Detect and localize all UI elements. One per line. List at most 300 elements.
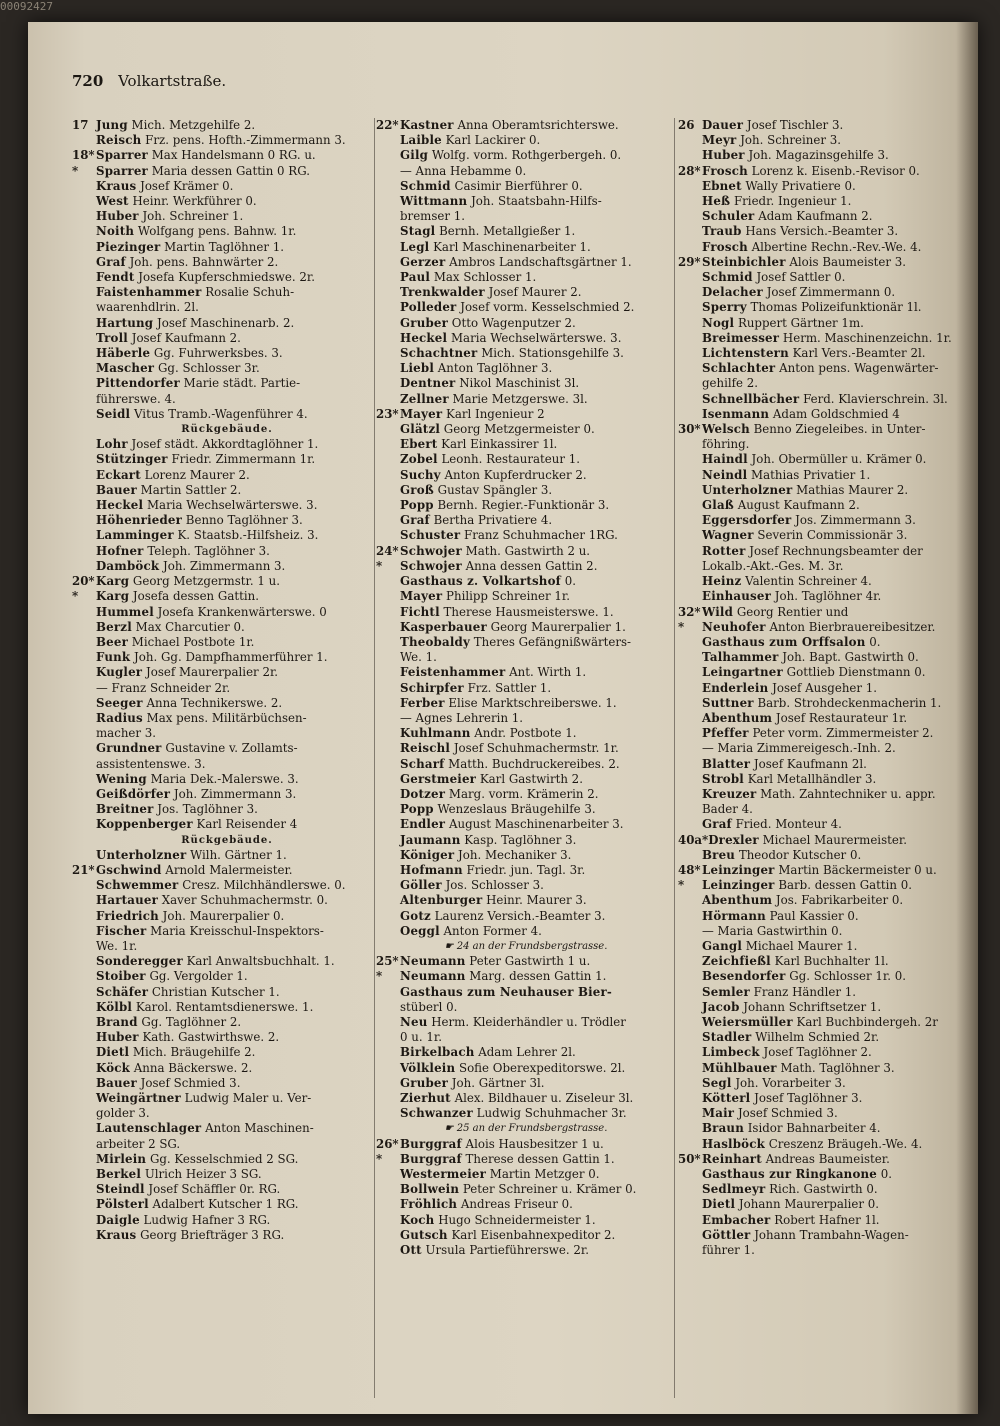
resident-surname: Jaumann bbox=[400, 832, 461, 847]
resident-surname: Damböck bbox=[96, 558, 160, 573]
resident-entry bbox=[678, 528, 974, 543]
resident-surname: Troll bbox=[96, 330, 128, 345]
resident-details: Adam Lehrer 2l. bbox=[478, 1045, 576, 1060]
resident-entry bbox=[72, 209, 382, 224]
resident-surname: Göttler bbox=[702, 1227, 751, 1242]
resident-entry bbox=[376, 1167, 676, 1182]
resident-surname: Kreuzer bbox=[702, 786, 757, 801]
resident-entry bbox=[72, 224, 382, 239]
resident-details: We. 1r. bbox=[96, 938, 138, 953]
cross-reference-note: ☛ 24 an der Frundsbergstrasse. bbox=[444, 940, 608, 952]
resident-details: Josef Sattler 0. bbox=[756, 270, 846, 285]
entry-continuation bbox=[72, 757, 382, 772]
resident-surname: Reisch bbox=[96, 133, 142, 148]
entry-continuation bbox=[72, 726, 382, 741]
resident-entry bbox=[678, 513, 974, 528]
resident-details: Severin Commissionär 3. bbox=[757, 528, 908, 543]
resident-details: Josef Kaufmann 2. bbox=[131, 330, 241, 345]
resident-surname: Noith bbox=[96, 224, 135, 239]
resident-surname: Groß bbox=[400, 482, 434, 497]
resident-details: August Maschinenarbeiter 3. bbox=[448, 817, 624, 832]
resident-entry bbox=[376, 635, 676, 650]
resident-details: Max pens. Militärbüchsen- bbox=[146, 710, 307, 725]
resident-surname: Koppenberger bbox=[96, 817, 193, 832]
resident-entry bbox=[376, 878, 676, 893]
resident-surname: Huber bbox=[702, 148, 745, 163]
resident-details: Therese dessen Gattin 1. bbox=[465, 1151, 615, 1166]
resident-entry bbox=[72, 985, 382, 1000]
resident-details: Therese Hausmeisterswe. 1. bbox=[443, 604, 614, 619]
resident-surname: Dietl bbox=[702, 1197, 736, 1212]
resident-entry bbox=[678, 1228, 974, 1243]
resident-surname: Embacher bbox=[702, 1212, 771, 1227]
resident-details: Elise Marktschreiberswe. 1. bbox=[448, 695, 617, 710]
resident-surname: Mayer bbox=[400, 589, 443, 604]
resident-entry bbox=[72, 665, 382, 680]
resident-entry bbox=[376, 544, 676, 559]
resident-entry bbox=[376, 985, 676, 1000]
resident-details: Martin Metzger 0. bbox=[489, 1167, 600, 1182]
resident-entry bbox=[72, 270, 382, 285]
resident-details: Joh. Maurerpalier 0. bbox=[162, 908, 285, 923]
resident-details: Anna dessen Gattin 2. bbox=[465, 558, 598, 573]
resident-surname: Altenburger bbox=[400, 893, 483, 908]
house-number: 29* bbox=[678, 254, 701, 269]
house-number: 18* bbox=[72, 148, 95, 163]
resident-surname: West bbox=[96, 194, 129, 209]
resident-details: Josefa Krankenwärterswe. 0 bbox=[157, 604, 327, 619]
resident-surname: Zeichfießl bbox=[702, 954, 771, 969]
resident-surname: Seeger bbox=[96, 695, 143, 710]
resident-details: Wilhelm Schmied 2r. bbox=[755, 1030, 880, 1045]
resident-surname: Besendorfer bbox=[702, 969, 786, 984]
resident-details: Kasp. Taglöhner 3. bbox=[464, 832, 577, 847]
resident-surname: Gasthaus z. Volkartshof bbox=[400, 574, 561, 589]
resident-entry bbox=[376, 498, 676, 513]
house-number: 23* bbox=[376, 406, 399, 421]
resident-surname: Scharf bbox=[400, 756, 445, 771]
resident-details: Ludwig Hafner 3 RG. bbox=[143, 1212, 271, 1227]
resident-surname: Fröhlich bbox=[400, 1197, 458, 1212]
resident-surname: Haslböck bbox=[702, 1136, 765, 1151]
resident-entry bbox=[678, 468, 974, 483]
resident-surname: Popp bbox=[400, 498, 434, 513]
resident-details: Maria dessen Gattin 0 RG. bbox=[151, 163, 310, 178]
entry-continuation bbox=[72, 392, 382, 407]
resident-details: Bertha Privatiere 4. bbox=[433, 513, 553, 528]
resident-entry bbox=[72, 909, 382, 924]
resident-details: Paul Kassier 0. bbox=[769, 908, 859, 923]
resident-entry bbox=[72, 376, 382, 391]
resident-details: Gg. Fuhrwerksbes. 3. bbox=[153, 346, 283, 361]
resident-surname: Zierhut bbox=[400, 1091, 451, 1105]
resident-details: Karol. Rentamtsdienerswe. 1. bbox=[135, 999, 314, 1014]
resident-details: Josef Maschinenarb. 2. bbox=[157, 315, 295, 330]
resident-details: Herm. Kleiderhändler u. Trödler bbox=[431, 1014, 626, 1029]
resident-details: Josef Tischler 3. bbox=[746, 118, 844, 132]
resident-details: Xaver Schuhmachermstr. 0. bbox=[161, 893, 328, 908]
resident-entry bbox=[72, 802, 382, 817]
resident-entry bbox=[72, 407, 382, 422]
resident-entry bbox=[72, 544, 382, 559]
resident-details: Jos. Taglöhner 3. bbox=[157, 802, 258, 817]
resident-entry bbox=[72, 148, 382, 163]
resident-details: Friedr. Zimmermann 1r. bbox=[171, 452, 316, 467]
resident-entry bbox=[72, 452, 382, 467]
resident-surname: Jacob bbox=[702, 999, 740, 1014]
resident-surname: Kölbl bbox=[96, 999, 133, 1014]
resident-details: Karl Ingenieur 2 bbox=[446, 406, 545, 421]
resident-surname: Burggraf bbox=[400, 1136, 462, 1151]
resident-details: K. Staatsb.-Hilfsheiz. 3. bbox=[177, 528, 319, 543]
resident-surname: Piezinger bbox=[96, 239, 161, 254]
resident-entry bbox=[72, 118, 382, 133]
resident-surname: Gasthaus zum Orffsalon bbox=[702, 634, 866, 649]
resident-entry bbox=[678, 1152, 974, 1167]
street-heading: Volkartstraße. bbox=[118, 72, 227, 90]
resident-surname: Burggraf bbox=[400, 1151, 462, 1166]
resident-details: Peter Schreiner u. Krämer 0. bbox=[462, 1182, 637, 1197]
entry-continuation bbox=[72, 681, 382, 696]
resident-entry bbox=[72, 817, 382, 832]
resident-entry bbox=[376, 1152, 676, 1167]
resident-details: Josef Zimmermann 0. bbox=[766, 285, 896, 300]
house-number: 26 bbox=[678, 118, 695, 132]
resident-details: Jos. Fabrikarbeiter 0. bbox=[775, 893, 904, 908]
column-1 bbox=[72, 118, 382, 1243]
resident-entry bbox=[678, 164, 974, 179]
resident-entry bbox=[376, 1076, 676, 1091]
resident-details: arbeiter 2 SG. bbox=[96, 1136, 181, 1151]
resident-surname: Sparrer bbox=[96, 148, 148, 163]
resident-surname: Funk bbox=[96, 650, 131, 665]
resident-details: Josef Kaufmann 2l. bbox=[753, 756, 867, 771]
resident-surname: Koch bbox=[400, 1212, 435, 1227]
resident-entry bbox=[376, 1137, 676, 1152]
resident-entry bbox=[376, 969, 676, 984]
resident-entry bbox=[376, 270, 676, 285]
resident-entry bbox=[72, 772, 382, 787]
resident-entry bbox=[678, 1182, 974, 1197]
resident-details: We. 1. bbox=[400, 650, 437, 665]
resident-details: Anton Maschinen- bbox=[205, 1121, 314, 1136]
resident-surname: Endler bbox=[400, 817, 446, 832]
resident-details: Nikol Maschinist 3l. bbox=[459, 376, 580, 391]
resident-details: Marg. dessen Gattin 1. bbox=[469, 969, 607, 984]
resident-details: Georg Metzgermeister 0. bbox=[443, 422, 595, 437]
resident-entry bbox=[678, 711, 974, 726]
resident-details: waarenhdlrin. 2l. bbox=[96, 300, 199, 315]
resident-entry bbox=[376, 863, 676, 878]
resident-details: Anton Taglöhner 3. bbox=[437, 361, 553, 376]
resident-details: föhring. bbox=[702, 437, 750, 452]
resident-details: Rosalie Schuh- bbox=[205, 285, 295, 300]
resident-surname: Wening bbox=[96, 771, 147, 786]
resident-details: Michael Maurermeister. bbox=[762, 832, 907, 847]
resident-surname: Stagl bbox=[400, 224, 436, 239]
resident-details: Cresz. Milchhändlerswe. 0. bbox=[182, 878, 346, 893]
resident-entry bbox=[678, 179, 974, 194]
resident-surname: Polleder bbox=[400, 300, 457, 315]
resident-details: Fried. Monteur 4. bbox=[735, 817, 842, 832]
resident-entry bbox=[376, 437, 676, 452]
resident-entry bbox=[678, 954, 974, 969]
resident-surname: Fendt bbox=[96, 270, 135, 285]
resident-surname: Neumann bbox=[400, 954, 466, 969]
resident-details: Johann Trambahn-Wagen- bbox=[754, 1227, 909, 1242]
resident-surname: Gruber bbox=[400, 315, 449, 330]
resident-details: Casimir Bierführer 0. bbox=[454, 178, 583, 193]
resident-surname: Dentner bbox=[400, 376, 456, 391]
resident-surname: Fichtl bbox=[400, 604, 440, 619]
resident-entry bbox=[72, 559, 382, 574]
resident-entry bbox=[376, 194, 676, 209]
resident-surname: Reischl bbox=[400, 741, 451, 756]
resident-details: Adam Goldschmied 4 bbox=[772, 406, 900, 421]
resident-entry bbox=[678, 939, 974, 954]
resident-entry bbox=[376, 848, 676, 863]
resident-entry bbox=[72, 711, 382, 726]
resident-surname: Westermeier bbox=[400, 1167, 486, 1182]
resident-surname: Legl bbox=[400, 239, 430, 254]
resident-details: Karl Anwaltsbuchhalt. 1. bbox=[186, 954, 335, 969]
resident-surname: Steindl bbox=[96, 1182, 145, 1197]
house-number: * bbox=[376, 969, 383, 984]
resident-entry bbox=[376, 1243, 676, 1258]
resident-entry bbox=[72, 1197, 382, 1212]
resident-surname: Schäfer bbox=[96, 984, 149, 999]
resident-entry bbox=[678, 650, 974, 665]
resident-surname: Faistenhammer bbox=[96, 285, 202, 300]
entry-continuation bbox=[678, 559, 974, 574]
resident-entry bbox=[678, 696, 974, 711]
resident-surname: Mühlbauer bbox=[702, 1060, 777, 1075]
resident-surname: Berkel bbox=[96, 1167, 142, 1182]
resident-surname: Oeggl bbox=[400, 923, 440, 938]
resident-entry bbox=[678, 1076, 974, 1091]
resident-details: Karl Buchbindergeh. 2r bbox=[796, 1014, 938, 1029]
resident-details: Wolfg. vorm. Rothgerbergeh. 0. bbox=[431, 148, 622, 163]
entry-continuation bbox=[678, 437, 974, 452]
resident-surname: Wild bbox=[702, 604, 734, 619]
resident-entry bbox=[376, 665, 676, 680]
resident-entry bbox=[678, 605, 974, 620]
resident-surname: Kasperbauer bbox=[400, 619, 487, 634]
resident-entry bbox=[376, 483, 676, 498]
resident-details: Benno Ziegeleibes. in Unter- bbox=[753, 422, 926, 437]
resident-details: Gg. Schlosser 3r. bbox=[157, 361, 260, 376]
resident-entry bbox=[376, 422, 676, 437]
resident-surname: Gasthaus zum Neuhauser Bier- bbox=[400, 984, 613, 999]
resident-details: Adam Kaufmann 2. bbox=[758, 209, 873, 224]
resident-entry bbox=[72, 194, 382, 209]
resident-surname: Daigle bbox=[96, 1212, 140, 1227]
resident-details: Alois Hausbesitzer 1 u. bbox=[465, 1136, 604, 1151]
house-number: 30* bbox=[678, 422, 701, 437]
resident-details: Josef Schuhmachermstr. 1r. bbox=[453, 741, 619, 756]
resident-entry bbox=[678, 483, 974, 498]
resident-entry bbox=[72, 741, 382, 756]
resident-details: Mich. Stationsgehilfe 3. bbox=[481, 346, 624, 361]
resident-entry bbox=[72, 468, 382, 483]
resident-surname: Gilg bbox=[400, 148, 429, 163]
resident-surname: Sonderegger bbox=[96, 954, 183, 969]
resident-details: Gg. Kesselschmied 2 SG. bbox=[149, 1151, 299, 1166]
resident-surname: Geißdörfer bbox=[96, 786, 171, 801]
resident-surname: Neindl bbox=[702, 467, 748, 482]
resident-entry bbox=[678, 1106, 974, 1121]
entry-continuation bbox=[678, 1243, 974, 1258]
resident-surname: Suttner bbox=[702, 695, 754, 710]
resident-surname: Häberle bbox=[96, 346, 151, 361]
resident-entry bbox=[376, 179, 676, 194]
resident-details: August Kaufmann 2. bbox=[737, 498, 860, 513]
resident-entry bbox=[678, 787, 974, 802]
resident-details: Ruppert Gärtner 1m. bbox=[737, 315, 864, 330]
resident-details: Karl Reisender 4 bbox=[196, 817, 298, 832]
resident-details: Jos. Schlosser 3. bbox=[445, 878, 544, 893]
house-number: 21* bbox=[72, 862, 95, 877]
resident-surname: Blatter bbox=[702, 756, 751, 771]
resident-surname: Hartung bbox=[96, 315, 154, 330]
entry-continuation bbox=[678, 802, 974, 817]
resident-details: stüberl 0. bbox=[400, 999, 458, 1014]
resident-details: Wenzeslaus Bräugehilfe 3. bbox=[437, 802, 596, 817]
resident-surname: Schmid bbox=[702, 270, 753, 285]
resident-entry bbox=[72, 1091, 382, 1106]
resident-entry bbox=[376, 833, 676, 848]
resident-surname: Hofner bbox=[96, 543, 144, 558]
resident-entry bbox=[72, 954, 382, 969]
resident-surname: Ott bbox=[400, 1243, 422, 1258]
resident-surname: Gruber bbox=[400, 1075, 449, 1090]
resident-surname: Mascher bbox=[96, 361, 155, 376]
resident-details: Josef vorm. Kesselschmied 2. bbox=[460, 300, 635, 315]
entry-continuation bbox=[376, 711, 676, 726]
resident-details: Marie Metzgerswe. 3l. bbox=[452, 391, 588, 406]
resident-details: Anna Bäckerswe. 2. bbox=[133, 1060, 253, 1075]
resident-surname: Unterholzner bbox=[702, 482, 793, 497]
resident-entry bbox=[376, 376, 676, 391]
resident-entry bbox=[678, 848, 974, 863]
resident-surname: Völklein bbox=[400, 1060, 456, 1075]
resident-entry bbox=[678, 574, 974, 589]
resident-surname: Heß bbox=[702, 194, 731, 209]
resident-details: Philipp Schreiner 1r. bbox=[446, 589, 570, 604]
resident-entry bbox=[72, 893, 382, 908]
resident-details: Math. Zahntechniker u. appr. bbox=[760, 786, 936, 801]
resident-details: Joh. Taglöhner 4r. bbox=[774, 589, 882, 604]
resident-surname: Jung bbox=[96, 118, 128, 132]
resident-entry bbox=[72, 179, 382, 194]
resident-entry bbox=[678, 1000, 974, 1015]
resident-details: Max Schlosser 1. bbox=[433, 270, 537, 285]
resident-entry bbox=[376, 331, 676, 346]
column-divider bbox=[674, 118, 675, 1398]
resident-entry bbox=[678, 209, 974, 224]
resident-entry bbox=[376, 817, 676, 832]
resident-details: Karl Einkassirer 1l. bbox=[441, 437, 558, 452]
resident-entry bbox=[376, 452, 676, 467]
resident-surname: Lautenschlager bbox=[96, 1121, 202, 1136]
resident-entry bbox=[678, 224, 974, 239]
entry-continuation bbox=[376, 650, 676, 665]
resident-surname: Schwojer bbox=[400, 543, 462, 558]
resident-entry bbox=[376, 909, 676, 924]
resident-surname: Wagner bbox=[702, 528, 754, 543]
resident-details: Gustavine v. Zollamts- bbox=[165, 741, 298, 756]
resident-entry bbox=[678, 893, 974, 908]
resident-surname: Radius bbox=[96, 710, 143, 725]
resident-entry bbox=[376, 924, 676, 939]
resident-details: Johann Schriftsetzer 1. bbox=[743, 999, 882, 1014]
resident-surname: Gangl bbox=[702, 938, 743, 953]
resident-details: Joh. Schreiner 3. bbox=[740, 133, 842, 148]
resident-details: — Anna Hebamme 0. bbox=[400, 163, 527, 178]
resident-entry bbox=[376, 1091, 676, 1106]
resident-details: assistentenswe. 3. bbox=[96, 756, 206, 771]
resident-surname: Lichtenstern bbox=[702, 346, 789, 361]
resident-surname: Reinhart bbox=[702, 1151, 762, 1166]
resident-entry bbox=[72, 437, 382, 452]
resident-entry bbox=[678, 635, 974, 650]
column-2 bbox=[376, 118, 676, 1258]
resident-surname: Seidl bbox=[96, 406, 131, 421]
resident-entry bbox=[376, 1106, 676, 1121]
resident-details: Josef Schmied 3. bbox=[737, 1106, 838, 1121]
resident-surname: Sperry bbox=[702, 300, 747, 315]
resident-surname: Stoiber bbox=[96, 969, 146, 984]
resident-surname: Kastner bbox=[400, 118, 454, 132]
resident-surname: Kraus bbox=[96, 178, 137, 193]
resident-surname: Semler bbox=[702, 984, 750, 999]
resident-details: Peter vorm. Zimmermeister 2. bbox=[752, 726, 934, 741]
resident-details: Karl Gastwirth 2. bbox=[479, 771, 583, 786]
resident-entry bbox=[678, 772, 974, 787]
resident-surname: Isenmann bbox=[702, 406, 770, 421]
resident-surname: Graf bbox=[702, 817, 732, 832]
resident-surname: Hummel bbox=[96, 604, 154, 619]
resident-surname: Mair bbox=[702, 1106, 735, 1121]
resident-surname: Weingärtner bbox=[96, 1091, 181, 1105]
page-header bbox=[72, 72, 226, 90]
resident-surname: Huber bbox=[96, 1030, 139, 1045]
resident-details: Wilh. Gärtner 1. bbox=[190, 847, 287, 862]
resident-surname: Schlachter bbox=[702, 361, 776, 376]
house-number: * bbox=[376, 558, 383, 573]
resident-entry bbox=[376, 528, 676, 543]
entry-continuation bbox=[72, 1137, 382, 1152]
resident-surname: Frosch bbox=[702, 163, 748, 178]
resident-entry bbox=[72, 1045, 382, 1060]
resident-surname: Karg bbox=[96, 574, 130, 589]
resident-details: Frz. Sattler 1. bbox=[467, 680, 552, 695]
resident-surname: Stützinger bbox=[96, 452, 168, 467]
resident-surname: Frosch bbox=[702, 239, 748, 254]
resident-details: Maria Wechselwärterswe. 3. bbox=[450, 330, 622, 345]
resident-details: Martin Bäckermeister 0 u. bbox=[778, 862, 937, 877]
resident-surname: Strobl bbox=[702, 771, 744, 786]
resident-surname: Heckel bbox=[400, 330, 448, 345]
resident-entry bbox=[72, 787, 382, 802]
resident-surname: Kraus bbox=[96, 1227, 137, 1242]
entry-continuation bbox=[376, 1030, 676, 1045]
resident-surname: Schuler bbox=[702, 209, 755, 224]
resident-details: Herm. Maschinenzeichn. 1r. bbox=[782, 330, 952, 345]
resident-entry bbox=[72, 1228, 382, 1243]
house-number: * bbox=[72, 163, 79, 178]
house-number: 50* bbox=[678, 1151, 701, 1166]
